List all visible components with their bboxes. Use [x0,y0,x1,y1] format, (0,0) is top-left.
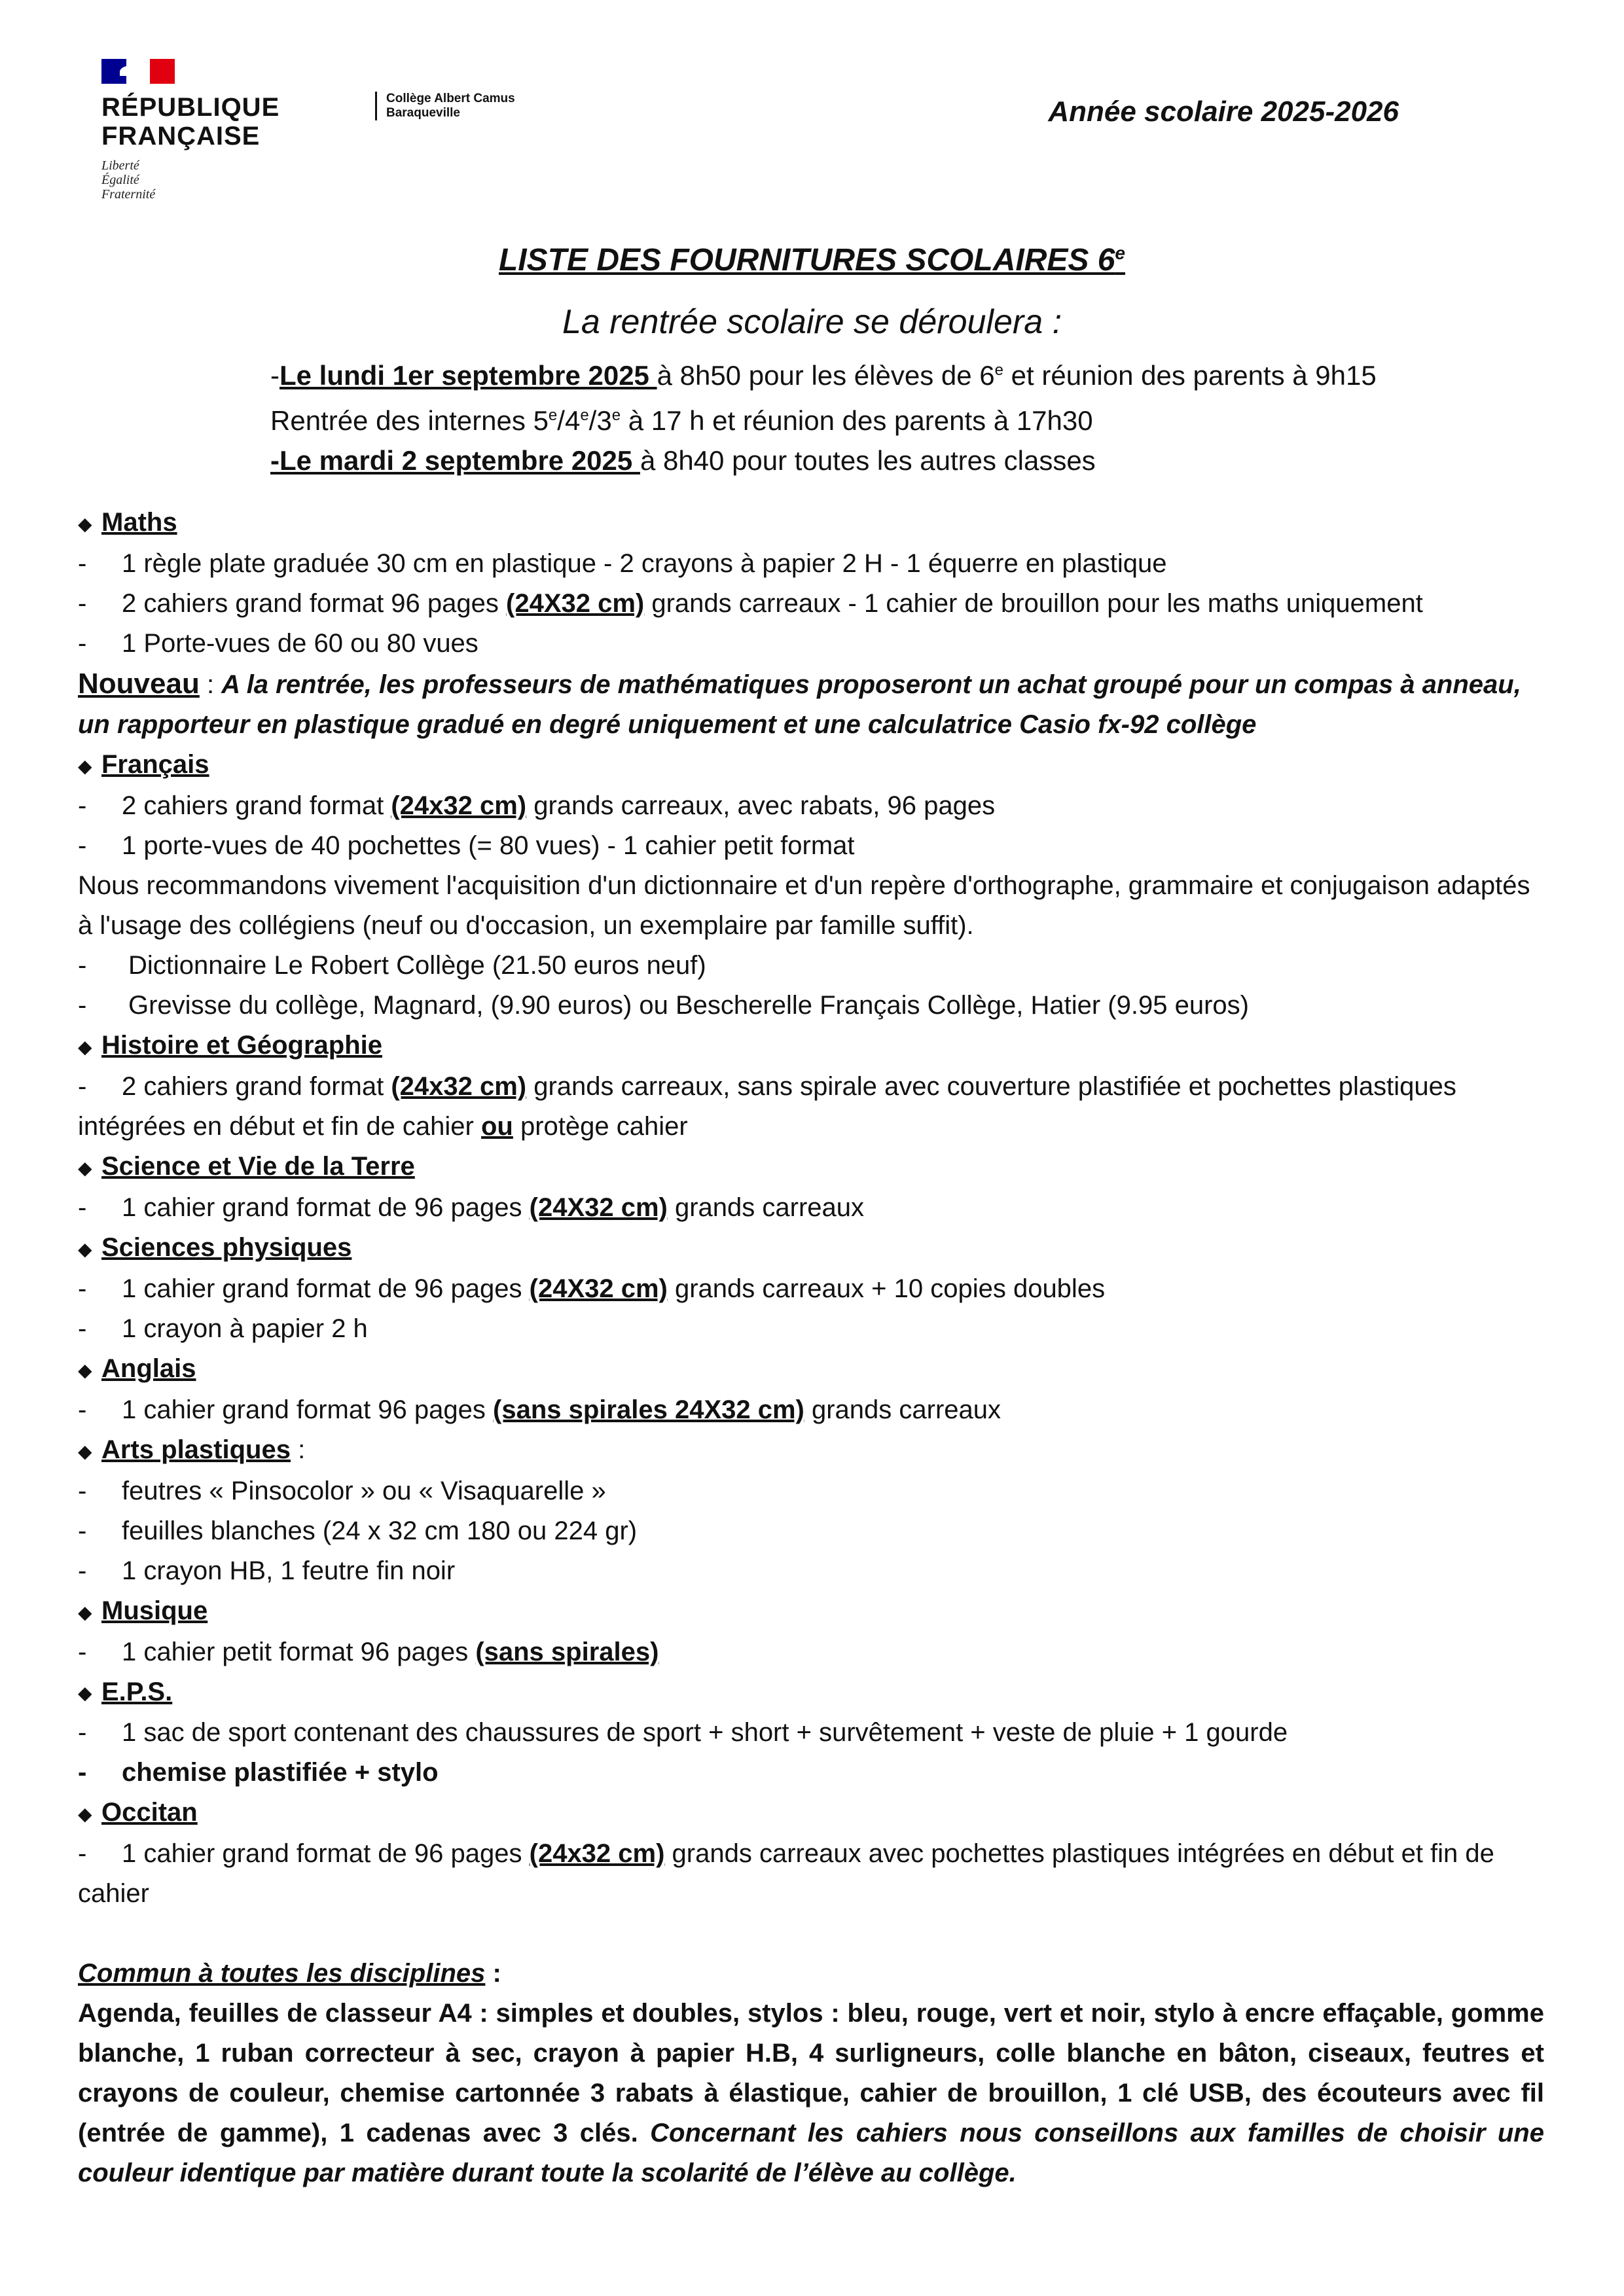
section-musique [78,1591,1544,1632]
list-item [78,1551,1544,1591]
list-item [78,584,1544,624]
french-flag-icon [101,59,175,84]
rentree-dates [270,350,1377,480]
text: à 8h50 pour les élèves de 6 [657,360,995,391]
section-heading: Français [101,749,209,779]
date-mardi: -Le mardi 2 septembre 2025 [270,445,640,476]
item-text: 1 cahier grand format de 96 pages [122,1193,530,1222]
list-item [78,544,1544,584]
text: /4 [557,405,581,436]
dash: - [78,1071,87,1101]
item-text: grands carreaux [804,1395,1001,1424]
dash: - [78,1395,87,1424]
dash: - [78,950,87,980]
item-text: grands carreaux avec pochettes plastiques intégrées en début et fin de cahier [78,1839,1494,1909]
list-item [78,1511,1544,1551]
page-title [0,242,1624,278]
dash: - [78,1637,87,1666]
section-svt [78,1147,1544,1188]
text: à 17 h et réunion des parents à 17h30 [621,405,1093,436]
section-heading: Occitan [101,1798,198,1827]
section-histoire-geographie [78,1026,1544,1067]
section-heading: Sciences physiques [101,1232,352,1262]
subtitle-colon: : [1043,303,1062,341]
section-heading: E.P.S. [101,1677,173,1706]
item-text: feutres « Pinsocolor » ou « Visaquarelle » [122,1476,606,1505]
dash: - [78,1193,87,1222]
item-format: (24x32 cm) [391,1071,527,1101]
section-heading: Histoire et Géographie [101,1030,382,1060]
diamond-bullet-icon: ◆ [78,755,92,776]
dash: - [78,1718,87,1748]
section-maths [78,503,1544,544]
rentree-line-3 [270,440,1377,480]
text: à 8h40 pour toutes les autres classes [640,445,1096,476]
brand-line-2: FRANÇAISE [101,122,261,151]
brand-line-1: RÉPUBLIQUE [101,93,280,122]
item-format: (24X32 cm) [529,1193,668,1222]
list-item [78,1067,1544,1147]
dash: - [78,1476,87,1505]
brand-name [101,93,280,151]
item-format: (sans spirales) [475,1637,659,1666]
common-advice: Concernant les cahiers nous conseillons aux familles de choisir une couleur identique par matière durant toute la scolarité de l’élève au collège. [78,2119,1544,2188]
item-format: (24x32 cm) [391,791,527,820]
heading-suffix: : [485,1959,501,1988]
devise-fraternite: Fraternité [101,187,156,202]
item-text: 1 sac de sport contenant des chaussures de sport + short + survêtement + veste de pluie + 1 gourde [122,1718,1288,1748]
list-item [78,1713,1544,1753]
dash: - [270,360,280,391]
item-text: 2 cahiers grand format [122,1071,391,1101]
dash: - [78,1314,87,1343]
item-text: 2 cahiers grand format 96 pages [122,588,507,618]
devise [101,158,280,202]
devise-egalite: Égalité [101,173,139,187]
dash: - [78,1556,87,1585]
dash: - [78,990,87,1020]
list-item [78,1471,1544,1511]
item-text: grands carreaux [667,1193,865,1222]
item-text: 1 crayon à papier 2 h [122,1314,368,1343]
section-anglais [78,1349,1544,1390]
diamond-bullet-icon: ◆ [78,1602,92,1623]
title-text: LISTE DES FOURNITURES SCOLAIRES 6 [498,243,1115,278]
section-heading: Anglais [101,1354,196,1383]
dash: - [78,1839,87,1869]
section-heading: Arts plastiques [101,1435,291,1464]
item-text: 1 Porte-vues de 60 ou 80 vues [122,628,478,658]
diamond-bullet-icon: ◆ [78,1036,92,1057]
section-commun [78,1954,1544,1994]
item-text: 2 cahiers grand format [122,791,391,820]
item-text: Grevisse du collège, Magnard, (9.90 euros) ou Bescherelle Français Collège, Hatier (9.95 euros) [128,990,1249,1020]
school-year: Année scolaire 2025-2026 [1048,96,1399,128]
item-format: (24X32 cm) [529,1274,668,1303]
dash: - [78,791,87,820]
diamond-bullet-icon: ◆ [78,1804,92,1825]
section-occitan [78,1793,1544,1834]
diamond-bullet-icon: ◆ [78,1238,92,1259]
sup: e [611,406,621,424]
page-subtitle [0,302,1624,342]
section-francais [78,745,1544,786]
item-text: feuilles blanches (24 x 32 cm 180 ou 224 gr) [122,1516,638,1545]
separator: : [199,670,222,699]
section-eps [78,1672,1544,1713]
item-text: 1 cahier grand format de 96 pages [122,1274,530,1303]
text: Rentrée des internes 5 [270,405,549,436]
list-item [78,826,1544,866]
item-text: grands carreaux - 1 cahier de brouillon pour les maths uniquement [644,588,1423,618]
title-sup: e [1115,243,1125,263]
item-text: 1 règle plate graduée 30 cm en plastique - 2 crayons à papier 2 H - 1 équerre en plastique [122,548,1167,578]
dash: - [78,1274,87,1303]
list-item [78,1309,1544,1349]
list-item [78,1834,1544,1914]
heading-suffix: : [290,1435,306,1464]
maths-nouveau-note [78,664,1544,745]
section-sciences-physiques [78,1228,1544,1269]
common-text: Agenda, feuilles de classeur A4 : simples et doubles, stylos : bleu, rouge, vert et noir, stylo à encre effaçable, gomme blanche, 1 ruban correcteur à sec, crayon à papier H.B, 4 surligneurs, colle blanche en bâton, ciseaux, feutres et crayons de couleur, chemise cartonnée 3 rabats à élastique, cahier de brouillon, 1 clé USB, des écouteurs avec fil (entrée de gamme), 1 cadenas avec 3 clés. [78,1999,1544,2148]
diamond-bullet-icon: ◆ [78,1683,92,1704]
item-text: protège cahier [513,1111,688,1141]
dash: - [78,548,87,578]
list-item [78,1632,1544,1672]
section-heading: Science et Vie de la Terre [101,1151,415,1181]
text: et réunion des parents à 9h15 [1003,360,1377,391]
sup: e [994,361,1003,379]
list-item [78,1188,1544,1228]
diamond-bullet-icon: ◆ [78,1359,92,1380]
diamond-bullet-icon: ◆ [78,1441,92,1462]
item-text: 1 porte-vues de 40 pochettes (= 80 vues) - 1 cahier petit format [122,831,855,860]
list-item [78,786,1544,826]
section-heading: Commun à toutes les disciplines [78,1959,486,1988]
dash: - [78,1516,87,1545]
francais-recommendation: Nous recommandons vivement l'acquisition d'un dictionnaire et d'un repère d'orthographe, grammaire et conjugaison adaptés à l'usage des collégiens (neuf ou d'occasion, un exemplaire par famille suffit). [78,870,1530,940]
college-line-1: Collège Albert Camus [386,92,515,105]
section-heading: Maths [101,508,177,537]
list-item [78,1753,1544,1793]
rentree-line-1 [270,350,1377,395]
section-arts-plastiques [78,1430,1544,1471]
item-text: 1 crayon HB, 1 feutre fin noir [122,1556,456,1585]
college-name [375,92,515,120]
item-text: Dictionnaire Le Robert Collège (21.50 euros neuf) [128,950,706,980]
devise-liberte: Liberté [101,158,139,173]
item-format: (24x32 cm) [529,1839,665,1869]
item-format: (24X32 cm) [506,588,645,618]
list-item [78,986,1544,1026]
list-item [78,624,1544,664]
common-supplies [78,1994,1544,2193]
sup: e [580,406,589,424]
dash: - [78,628,87,658]
dash: - [78,588,87,618]
diamond-bullet-icon: ◆ [78,513,92,534]
diamond-bullet-icon: ◆ [78,1157,92,1178]
item-text: 1 cahier grand format 96 pages [122,1395,494,1424]
nouveau-text: A la rentrée, les professeurs de mathématiques proposeront un achat groupé pour un compas à anneau, un rapporteur en plastique gradué en degré uniquement et une calculatrice Casio fx-92 collège [78,670,1521,739]
item-format: (sans spirales 24X32 cm) [493,1395,804,1424]
item-or: ou [480,1111,513,1141]
text: /3 [588,405,612,436]
item-text: 1 cahier grand format de 96 pages [122,1839,530,1869]
list-item [78,1269,1544,1309]
republique-francaise-logo [101,59,280,202]
nouveau-label: Nouveau [78,667,200,700]
item-text: grands carreaux, sans spirale avec couverture plastifiée et pochettes plastiques intégrées en début et fin de cahier [78,1071,1456,1141]
list-item [78,1390,1544,1430]
dash: - [78,831,87,860]
rentree-line-2 [270,395,1377,440]
section-heading: Musique [101,1596,208,1625]
item-text: grands carreaux, avec rabats, 96 pages [526,791,996,820]
college-line-2: Baraqueville [386,106,460,120]
item-text: grands carreaux + 10 copies doubles [667,1274,1106,1303]
dash: - [78,1758,87,1787]
sup: e [548,406,558,424]
supply-list [78,503,1544,2193]
list-item [78,946,1544,986]
item-text: 1 cahier petit format 96 pages [122,1637,476,1666]
spacer [78,1914,1544,1954]
subtitle-text: La rentrée scolaire se déroulera [562,303,1043,341]
date-lundi: Le lundi 1er septembre 2025 [280,360,657,391]
item-text: chemise plastifiée + stylo [122,1758,439,1787]
